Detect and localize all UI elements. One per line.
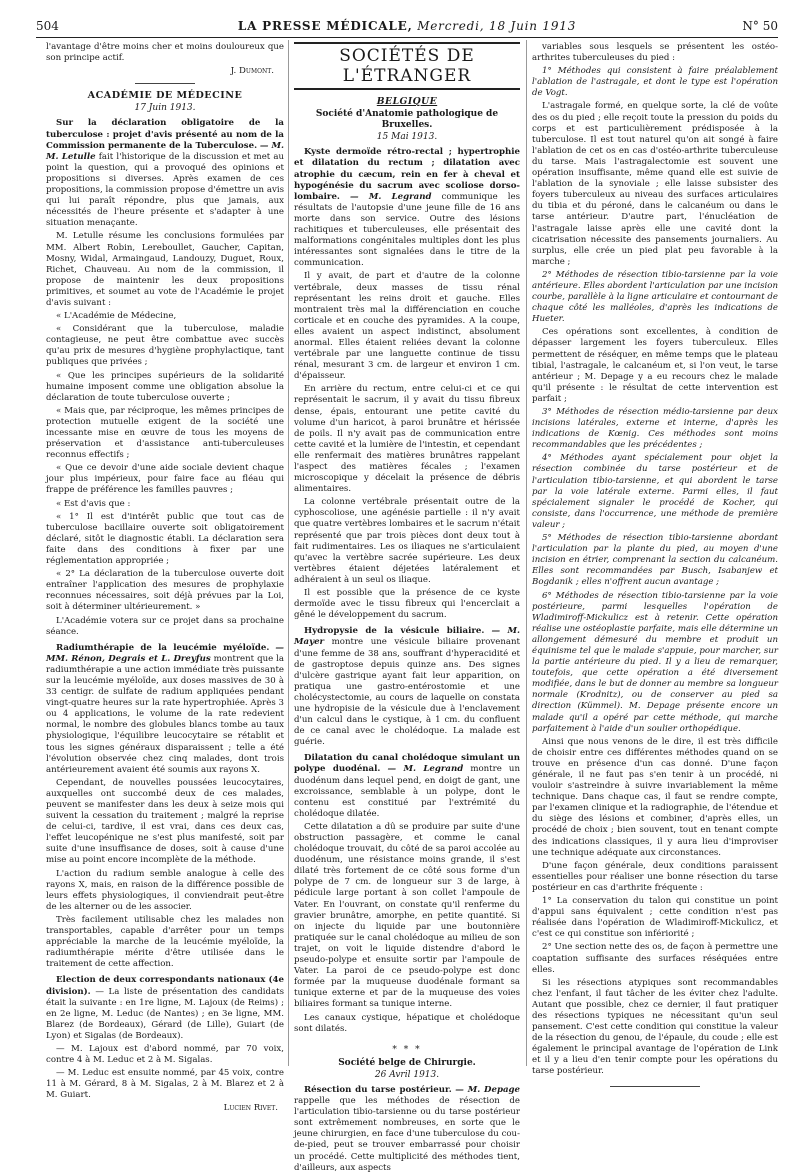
column-1 [46, 42, 285, 1114]
article-heading: Sur la déclaration obligatoire de la tuberculose : projet d'avis présenté au nom de la Commission permanente de la Tuberculose. [46, 118, 284, 151]
session-date: 17 Juin 1913. [134, 103, 196, 114]
article-paragraph [46, 975, 284, 1042]
section-title: SOCIÉTÉS DE L'ÉTRANGER [294, 42, 520, 90]
quote-paragraph: « L'Académie de Médecine, [56, 311, 177, 322]
society-name: Société belge de Chirurgie. [338, 1057, 476, 1068]
quote-paragraph: « Mais que, par réciproque, les mêmes principes de protection mutuelle exigent de la société une incessante mise en œuvre de tous les moyens de préservation et d'assistance anti-tuberculeuses reconnus effectifs ; [46, 405, 284, 461]
section-heading: ACADÉMIE DE MÉDECINE [87, 90, 243, 102]
quote-paragraph: « Que les principes supérieurs de la solidarité humaine imposent comme une obligation absolue la déclaration de toute tuberculose ouverte ; [46, 370, 284, 403]
method-text: 3° Méthodes de résection médio-tarsienne par deux incisions latérales, externe et interne, d'après les indications de Kœnig. Ces méthodes sont moins recommandables que les précédentes ; [532, 407, 778, 451]
session-date: 26 Avril 1913. [374, 1069, 440, 1080]
article-paragraph: Si les résections atypiques sont recommandables chez l'enfant, il faut tâcher de les éviter chez l'adulte. Autant que possible, chez ce dernier, il faut pratiquer des résections typiques ne nécessitant qu'un seul pansement. C'est cette condition qui constitue la valeur de la résection du genou, de l'épaule, du coude ; elle est également le principal avantage de l'opération de Link et il y a lieu d'en tenir compte pour les opérations du tarse postérieur. [532, 977, 778, 1077]
article-text: fait l'historique de la discussion et met au point la question, qui a provoqué des opinions et propositions si diverses. Après examen de ces propositions, la commission propose d'émettre un avis qui lui paraît répondre, plus que jamais, aux nécessités de l'heure présente et s'adapter à une situation menaçante. [46, 151, 284, 229]
article-paragraph [294, 147, 520, 269]
article-paragraph: D'une façon générale, deux conditions paraissent essentielles pour réaliser une bonne résection du tarse postérieur en cas d'arthrite fréquente : [532, 860, 778, 893]
article-text: montre un duodénum dans lequel pend, en doigt de gant, une excroissance, semblable à un polype, dont le contenu est constitué par l'extrémité du cholédoque dilatée. [294, 764, 520, 819]
divider [135, 83, 195, 84]
article-heading: Hydropysie de la vésicule biliaire. [304, 626, 485, 637]
method-text: 2° Méthodes de résection tibio-tarsienne par la voie antérieure. Elles abordent l'articulation par une incision courbe, parallèle à la ligne articulaire et contournant de chaque côté les malléoles, d'après les indications de Hueter. [532, 269, 779, 325]
article-paragraph: Ainsi que nous venons de le dire, il est très difficile de choisir entre ces différentes méthodes quand on se trouve en présence d'un cas donné. D'une façon générale, il ne faut pas s'en tenir à un procédé, ni vouloir s'astreindre à suivre invariablement la même technique. Dans chaque cas, il faut se rendre compte, par l'examen clinique et la radiographie, de l'étendue et du siège des lésions et combiner, d'après elles, un procédé de choix ; bien souvent, tout en tenant compte des indications classiques, il y aura lieu d'improviser une technique adéquate aux circonstances. [532, 736, 778, 858]
article-paragraph [294, 753, 520, 820]
article-paragraph: Ces opérations sont excellentes, à condition de dépasser largement les foyers tuberculeux. Elles permettent de réséquer, en même temps que le plateau tibial, l'astragale, le calcanéum et, si l'on veut, le tarse antérieur ; M. Depage y a eu recours chez le malade qu'il présente : le résultat de cette intervention est parfait ; [532, 327, 778, 404]
signature: J. Dumont. [230, 66, 274, 77]
article-author: — M. Depage [455, 1084, 520, 1095]
article-paragraph: Les canaux cystique, hépatique et cholédoque sont dilatés. [294, 1012, 520, 1034]
article-paragraph: M. Letulle résume les conclusions formulées par MM. Albert Robin, Lereboullet, Gaucher, Capitan, Mosny, Widal, Armaingaud, Landouzy, Duguet, Roux, Richet, Chauveau. Au nom de la commission, il propose de maintenir les deux propositions primitives, et soumet au vote de l'Académie le projet d'avis suivant : [46, 231, 284, 308]
asterism: * * * [392, 1044, 422, 1055]
session-date: 15 Mai 1913. [376, 132, 438, 143]
article-text: rappelle que les méthodes de résection de l'articulation tibio-tarsienne ou du tarse postérieur sont extrêmement nombreuses, en sorte que le jeune chirurgien, en face d'une tuberculose du cou-de-pied, peut se trouver embarrassé pour choisir un procédé. Cette multiplicité des méthodes tient, d'ailleurs, aux aspects [294, 1096, 520, 1173]
article-heading: Dilatation du canal cholédoque simulant un polype duodénal. [294, 753, 520, 775]
issue-date: Mercredi, 18 Juin 1913 [417, 19, 577, 33]
quote-paragraph: « 1° Il est d'intérêt public que tout cas de tuberculose bacillaire ouverte soit obligatoirement déclaré, sitôt le diagnostic établi. La déclaration sera faite dans des conditions à fixer par une réglementation appropriée ; [46, 511, 284, 567]
article-heading: Election de deux correspondants nationaux (4e division). [46, 975, 284, 997]
page-header [36, 18, 778, 34]
condition-item: 1° La conservation du talon qui constitue un point d'appui sans équivalent ; cette condition n'est pas réalisée dans l'opération de Wladimiroff-Mickulicz, et c'est ce qui constitue son infériorité ; [532, 896, 778, 940]
method-text: 6° Méthodes de résection tibio-tarsienne par la voie postérieure, parmi lesquelles l'opération de Wladimiroff-Mickulicz est à retenir. Cette opération réalise une ostéoplastie parfaite, mais elle détermine un allongement démesuré du membre et produit un équinisme tel que le malade s'appuie, pour marcher, sur la partie antérieure du pied. Il y a lieu de remarquer, toutefois, que cette opération a été diversement modifiée, dans le but de donner au membre sa longueur normale (Krodnitz), ou de conserver au pied sa direction (Kümmel). M. Depage présente encore un malade qu'il a opéré par cette méthode, qui marche parfaitement à l'aide d'un soulier orthopédique. [532, 590, 778, 734]
end-rule [610, 1086, 700, 1087]
society-name: Société d'Anatomie pathologique de Bruxelles. [315, 109, 499, 131]
quote-paragraph: « Considérant que la tuberculose, maladie contagieuse, ne peut être combattue avec succès qu'au prix de mesures d'hygiène prophylactique, tant publiques que privées ; [46, 324, 284, 368]
column-3 [532, 42, 779, 1077]
article-paragraph [46, 118, 284, 229]
article-text: montre une vésicule biliaire provenant d'une femme de 38 ans, souffrant d'hyperacidité et de gastroptose depuis quinze ans. Des signes d'ulcère gastrique ayant fait leur apparition, on pratiqua une gastro-entérostomie et une cholécystectomie, au cours de laquelle on constata une hydropisie de la vésicule due à l'enclavement d'un calcul dans le cystique, à 1 cm. du confluent de ce canal avec le cholédoque. La malade est guérie. [294, 637, 520, 748]
article-paragraph: Il y avait, de part et d'autre de la colonne vertébrale, deux masses de tissu rénal représentant les reins droit et gauche. Elles montraient très mal la différenciation en couche corticale et en couche des pyramides. A la coupe, elles avaient un aspect indistinct, absolument anormal. Elles étaient reliées devant la colonne vertébrale par une languette continue de tissu rénal, mesurant 3 cm. de largeur et environ 1 cm. d'épaisseur. [294, 271, 520, 382]
article-paragraph: — M. Lajoux est d'abord nommé, par 70 voix, contre 4 à M. Leduc et 2 à M. Sigalas. [46, 1043, 284, 1066]
article-paragraph: L'astragale formé, en quelque sorte, la clé de voûte des os du pied ; elle reçoit toute la pression du poids du corps et est particulièrement prédisposée à la tuberculose. Il est tout naturel qu'on ait songé à faire l'ablation de cet os en cas d'ostéo-arthrite tuberculeuse du tarse. Mais l'astragalectomie est souvent une opération insuffisante, même quand elle est suivie de l'ablation de la synoviale ; elle laisse subsister des foyers tuberculeux au niveau des surfaces articulaires du tibia et du péroné, dans le calcanéum ou dans le tarse antérieur. D'autre part, l'énucléation de l'astragale laisse après elle une cavité dont la cicatrisation nécessite des pansements journaliers. Au surplus, elle crée un pied plat peu favorable à la marche ; [532, 101, 778, 267]
article-paragraph: Il est possible que la présence de ce kyste dermoïde avec le tissu fibreux qui l'encerclait a gêné le développement du sacrum. [294, 588, 520, 621]
article-paragraph: Cette dilatation a dû se produire par suite d'une obstruction passagère, et comme le canal cholédoque trouvait, du côté de sa paroi accolée au duodénum, une résistance moins grande, il s'est dilaté très fortement de ce côté sous forme d'un polype de 7 cm. de longueur sur 3 de large, à pédicule large portant à son collet l'ampoule de Vater. En l'ouvrant, on constate qu'il renferme du gravier brunâtre, amorphe, en petite quantité. Si on injecte du liquide par une boutonnière pratiquée sur le canal cholédoque au milieu de son trajet, on voit le liquide distendre d'abord le pseudo-polype et ensuite sortir par l'ampoule de Vater. La paroi de ce pseudo-polype est donc formée par la muqueuse duodénale formant sa tunique externe et par de la muqueuse des voies biliaires formant sa tunique interne. [294, 821, 520, 1010]
article-paragraph: L'action du radium semble analogue à celle des rayons X, mais, en raison de la différence possible de leurs effets physiologiques, il conviendrait peut-être de les alterner ou de les associer. [46, 868, 284, 912]
article-heading: Kyste dermoïde rétro-rectal ; hypertrophie et dilatation du rectum ; dilatation avec atrophie du cæcum, rein en fer à cheval et hypogénésie du sacrum avec scoliose dorso-lombaire. [294, 147, 520, 202]
method-item [532, 66, 778, 99]
intro-text: l'avantage d'être moins cher et moins douloureux que son principe actif. [46, 42, 284, 64]
page-number: 504 [36, 19, 59, 33]
method-item [532, 591, 778, 735]
article-author: — M. M. Letulle [46, 140, 285, 162]
article-paragraph: L'Académie votera sur ce projet dans sa prochaine séance. [46, 615, 284, 637]
article-text: — La liste de présentation des candidats était la suivante : en 1re ligne, M. Lajoux (de Reims) ; en 2e ligne, M. Leduc (de Nantes) ; en 3e ligne, MM. Blarez (de Bordeaux), Gérard (de Lille), Guiart (de Lyon) et Sigalas (de Bordeaux). [46, 986, 284, 1041]
article-text: montrent que la radiumthérapie a une action immédiate très puissante sur la leucémie myéloïde, aux doses massives de 30 à 33 centigr. de sulfate de radium appliquées pendant vingt-quatre heures sur la rate hypertrophiée. Après 3 ou 4 applications, le volume de la rate redevient normal, le nombre des globules blancs tombe au taux physiologique, l'équilibre leucocytaire se rétablit et tous les signes généraux disparaissent ; telle a été l'évolution observée chez cinq malades, dont trois antérieurement avaient été soumis aux rayons X. [46, 653, 285, 775]
issue-number: N° 50 [742, 19, 778, 33]
journal-name: LA PRESSE MÉDICALE, [237, 19, 413, 33]
country-heading: BELGIQUE [376, 96, 438, 107]
article-heading: Radiumthérapie de la leucémie myéloïde. [56, 642, 270, 653]
quote-paragraph: « 2° La déclaration de la tuberculose ouverte doit entraîner l'application des mesures de prophylaxie reconnues nécessaires, soit déjà prévues par la Loi, soit à déterminer ultérieurement. » [46, 569, 284, 613]
article-paragraph [294, 1085, 520, 1174]
article-paragraph: En arrière du rectum, entre celui-ci et ce qui représentait le sacrum, il y avait du tissu fibreux dense, épais, entourant une petite cavité du volume d'un haricot, à paroi brunâtre et hérissée de poils. Il n'y avait pas de communication entre cette cavité et la lumière de l'intestin, et cependant elle renfermait des matières brunâtres rappelant l'aspect des matières fécales ; l'examen microscopique y décelait la présence de débris alimentaires. [294, 384, 520, 495]
method-item [532, 453, 778, 531]
journal-title [36, 18, 778, 34]
signature: Lucien Rivet. [223, 1103, 278, 1114]
column-divider [288, 40, 289, 1066]
quote-paragraph: « Que ce devoir d'une aide sociale devient chaque jour plus impérieux, pour faire face au fléau qui frappe de préférence les familles pauvres ; [46, 463, 284, 496]
article-heading: Résection du tarse postérieur. [304, 1084, 452, 1095]
method-text: 4° Méthodes ayant spécialement pour objet la résection combinée du tarse postérieur et de l'articulation tibio-tarsienne, et qui abordent le tarse par la voie latérale externe. Parmi elles, il faut spécialement signaler le procédé de Kocher, qui consiste, dans l'occurrence, une méthode de première valeur ; [532, 453, 778, 530]
article-author: — M. Legrand [387, 764, 464, 775]
article-paragraph: Très facilement utilisable chez les malades non transportables, capable d'arrêter pour un temps appréciable la marche de la leucémie myéloïde, la radiumthérapie mérite d'être utilisée dans le traitement de cette affection. [46, 914, 284, 970]
method-text: 1° Méthodes qui consistent à faire préalablement l'ablation de l'astragale, et dont le type est l'opération de Vogt. [532, 66, 778, 99]
column-divider [526, 40, 527, 1066]
article-author: — M. Legrand [349, 191, 432, 202]
article-author: — MM. Rénon, Degrais et L. Dreyfus [46, 642, 284, 664]
column-2 [294, 42, 521, 1173]
article-text: communique les résultats de l'autopsie d'une jeune fille de 16 ans morte dans son service. Outre des lésions rachitiques et tuberculeuses, elle présentait des malformations congénitales multiples dont les plus intéressantes sont signalées dans le titre de la communication. [294, 191, 521, 269]
article-paragraph: variables sous lesquels se présentent les ostéo-arthrites tuberculeuses du pied : [532, 42, 778, 64]
method-item [532, 407, 778, 451]
article-paragraph [46, 643, 284, 776]
quote-paragraph: « Est d'avis que : [56, 498, 131, 509]
article-paragraph [294, 626, 520, 748]
header-rule [36, 37, 778, 38]
method-item [532, 270, 778, 325]
article-author: — M. Mayer [294, 626, 520, 648]
method-item [532, 533, 778, 588]
article-paragraph: — M. Leduc est ensuite nommé, par 45 voix, contre 11 à M. Gérard, 8 à M. Sigalas, 2 à M. Blarez et 2 à M. Guiart. [46, 1068, 284, 1101]
condition-item: 2° Une section nette des os, de façon à permettre une coaptation suffisante des surfaces réséquées entre elles. [532, 942, 778, 975]
method-text: 5° Méthodes de résection tibio-tarsienne abordant l'articulation par la plante du pied, au moyen d'une incision en étrier, comprenant la section du calcanéum. Elles sont recommandées par Busch, Isabanjew et Bogdanik ; elles n'offrent aucun avantage ; [532, 533, 778, 588]
article-paragraph: Cependant, de nouvelles poussées leucocytaires, auxquelles ont succombé deux de ces malades, peuvent se manifester dans les deux à seize mois qui suivent la cessation du traitement ; malgré la reprise de celui-ci, tardive, il est vrai, dans ces deux cas, l'effet leucopénique ne s'est plus manifesté, soit par suite d'une insuffisance de doses, soit à cause d'une mise au point encore incomplète de la méthode. [46, 777, 284, 866]
article-paragraph: La colonne vertébrale présentait outre de la cyphoscoliose, une agénésie partielle : il n'y avait que quatre vertèbres lombaires et le sacrum n'était représenté que par trois pièces dont deux tout à fait rudimentaires. Les os iliaques ne s'articulaient qu'avec la vertèbre sacrée supérieure. Les deux vertèbres étaient déjetées latéralement et adhéraient à un seul os iliaque. [294, 497, 520, 585]
